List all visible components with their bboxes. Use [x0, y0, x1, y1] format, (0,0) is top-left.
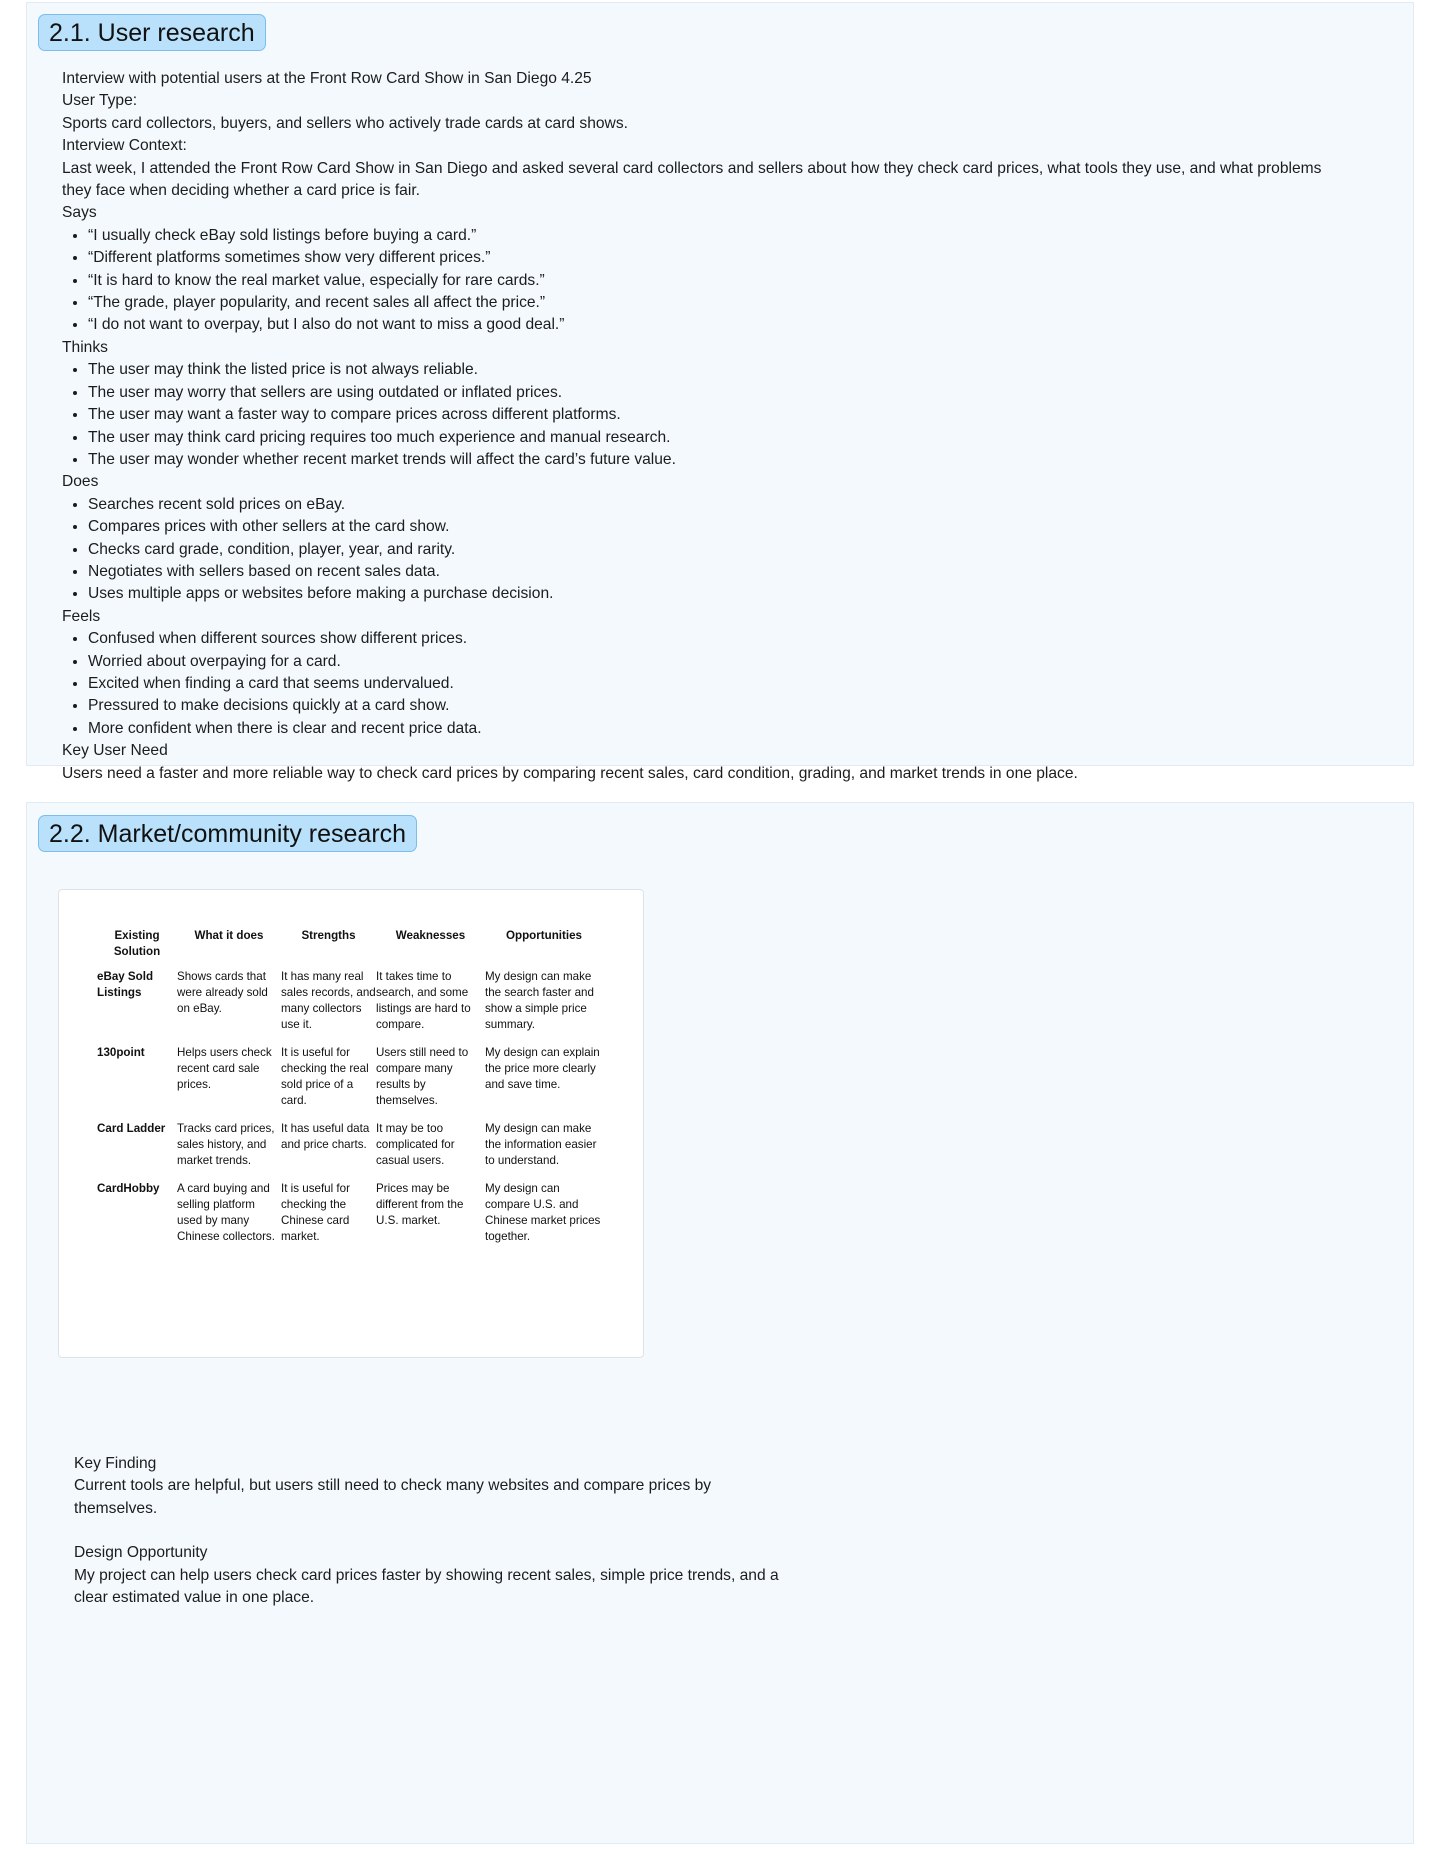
table-cell: It takes time to search, and some listings are hard to compare. [376, 970, 471, 1031]
table-cell: Prices may be different from the U.S. market. [376, 1182, 464, 1227]
table-cell: Card Ladder [97, 1122, 166, 1135]
list-item: • More confident when there is clear and recent price data. [88, 718, 1352, 740]
list-item: • “I usually check eBay sold listings before buying a card.” [88, 225, 1352, 247]
list-item: • The user may wonder whether recent market trends will affect the card’s future value. [88, 449, 1352, 471]
list-item: • Checks card grade, condition, player, year, and rarity. [88, 539, 1352, 561]
interview-context-text: Last week, I attended the Front Row Card Show in San Diego and asked several card collectors and sellers about how they check card prices, what tools they use, and what problems they face when deciding whether a card price is fair. [62, 159, 1322, 200]
list-item: • Uses multiple apps or websites before making a purchase decision. [88, 583, 1352, 605]
list-item: • Searches recent sold prices on eBay. [88, 494, 1352, 516]
key-user-need-text: Users need a faster and more reliable way to check card prices by comparing recent sales, card condition, grading, and market trends in one place. [62, 764, 1078, 782]
table-cell: eBay Sold Listings [97, 970, 154, 999]
list-item: • The user may want a faster way to compare prices across different platforms. [88, 404, 1352, 426]
list-item: • Confused when different sources show different prices. [88, 628, 1352, 650]
list-item: • Excited when finding a card that seems undervalued. [88, 673, 1352, 695]
interview-context-label: Interview Context: [62, 137, 187, 155]
does-label: Does [62, 473, 99, 491]
list-item: • Compares prices with other sellers at the card show. [88, 516, 1352, 538]
user-research-heading: 2.1. User research [38, 14, 266, 51]
table-cell: Tracks card prices, sales history, and market trends. [177, 1122, 275, 1167]
competitor-table-card [58, 889, 644, 1358]
table-row [97, 1045, 603, 1121]
list-item: • “The grade, player popularity, and recent sales all affect the price.” [88, 292, 1352, 314]
list-item: • The user may think card pricing requires too much experience and manual research. [88, 427, 1352, 449]
table-cell: It is useful for checking the Chinese card market. [281, 1182, 350, 1243]
table-header-row [97, 928, 603, 969]
list-item: • “It is hard to know the real market value, especially for rare cards.” [88, 270, 1352, 292]
key-finding-label: Key Finding [74, 1455, 157, 1472]
list-item: • “Different platforms sometimes show very different prices.” [88, 247, 1352, 269]
table-cell: It is useful for checking the real sold price of a card. [281, 1046, 369, 1107]
table-cell: A card buying and selling platform used by many Chinese collectors. [177, 1182, 275, 1243]
interview-intro: Interview with potential users at the Front Row Card Show in San Diego 4.25 [62, 70, 592, 87]
table-cell: It has useful data and price charts. [281, 1122, 370, 1151]
table-row [97, 1121, 603, 1181]
table-cell: Shows cards that were already sold on eBay. [177, 970, 268, 1015]
column-header: Strengths [301, 929, 356, 942]
user-type-text: Sports card collectors, buyers, and sellers who actively trade cards at card shows. [62, 114, 628, 132]
column-header: Weaknesses [395, 929, 466, 942]
does-list [62, 494, 1352, 606]
table-cell: My design can make the information easier to understand. [485, 1122, 597, 1167]
key-finding-text: Current tools are helpful, but users still need to check many websites and compare prices by themselves. [74, 1477, 712, 1517]
table-cell: Helps users check recent card sale prices. [177, 1046, 272, 1091]
list-item: • The user may worry that sellers are using outdated or inflated prices. [88, 382, 1352, 404]
says-list [62, 225, 1352, 337]
column-header: Opportunities [506, 929, 582, 942]
market-research-heading: 2.2. Market/community research [38, 815, 417, 852]
list-item: • Worried about overpaying for a card. [88, 651, 1352, 673]
feels-list [62, 628, 1352, 740]
key-user-need-label: Key User Need [62, 742, 168, 760]
column-header: What it does [194, 929, 264, 942]
list-item: • Negotiates with sellers based on recent sales data. [88, 561, 1352, 583]
says-label: Says [62, 204, 97, 222]
competitor-table [97, 928, 603, 1257]
list-item: • “I do not want to overpay, but I also do not want to miss a good deal.” [88, 314, 1352, 336]
feels-label: Feels [62, 607, 101, 625]
table-cell: My design can explain the price more clearly and save time. [485, 1046, 600, 1091]
table-row [97, 1181, 603, 1257]
table-cell: It may be too complicated for casual users. [376, 1122, 455, 1167]
table-cell: CardHobby [97, 1182, 160, 1195]
list-item: • The user may think the listed price is not always reliable. [88, 359, 1352, 381]
user-type-label: User Type: [62, 92, 138, 110]
table-cell: My design can compare U.S. and Chinese market prices together. [485, 1182, 601, 1243]
column-header: Existing Solution [113, 929, 161, 958]
table-cell: It has many real sales records, and many collectors use it. [281, 970, 376, 1031]
design-opportunity-label: Design Opportunity [74, 1544, 208, 1562]
table-row [97, 969, 603, 1045]
list-item: • Pressured to make decisions quickly at a card show. [88, 695, 1352, 717]
thinks-label: Thinks [62, 338, 108, 356]
thinks-list [62, 359, 1352, 471]
market-findings [74, 1453, 794, 1609]
table-cell: My design can make the search faster and show a simple price summary. [485, 970, 594, 1031]
user-research-content [62, 68, 1352, 785]
design-opportunity-text: My project can help users check card prices faster by showing recent sales, simple price trends, and a clear estimated value in one place. [74, 1566, 779, 1607]
table-cell: Users still need to compare many results by themselves. [376, 1046, 469, 1107]
table-cell: 130point [97, 1046, 145, 1059]
